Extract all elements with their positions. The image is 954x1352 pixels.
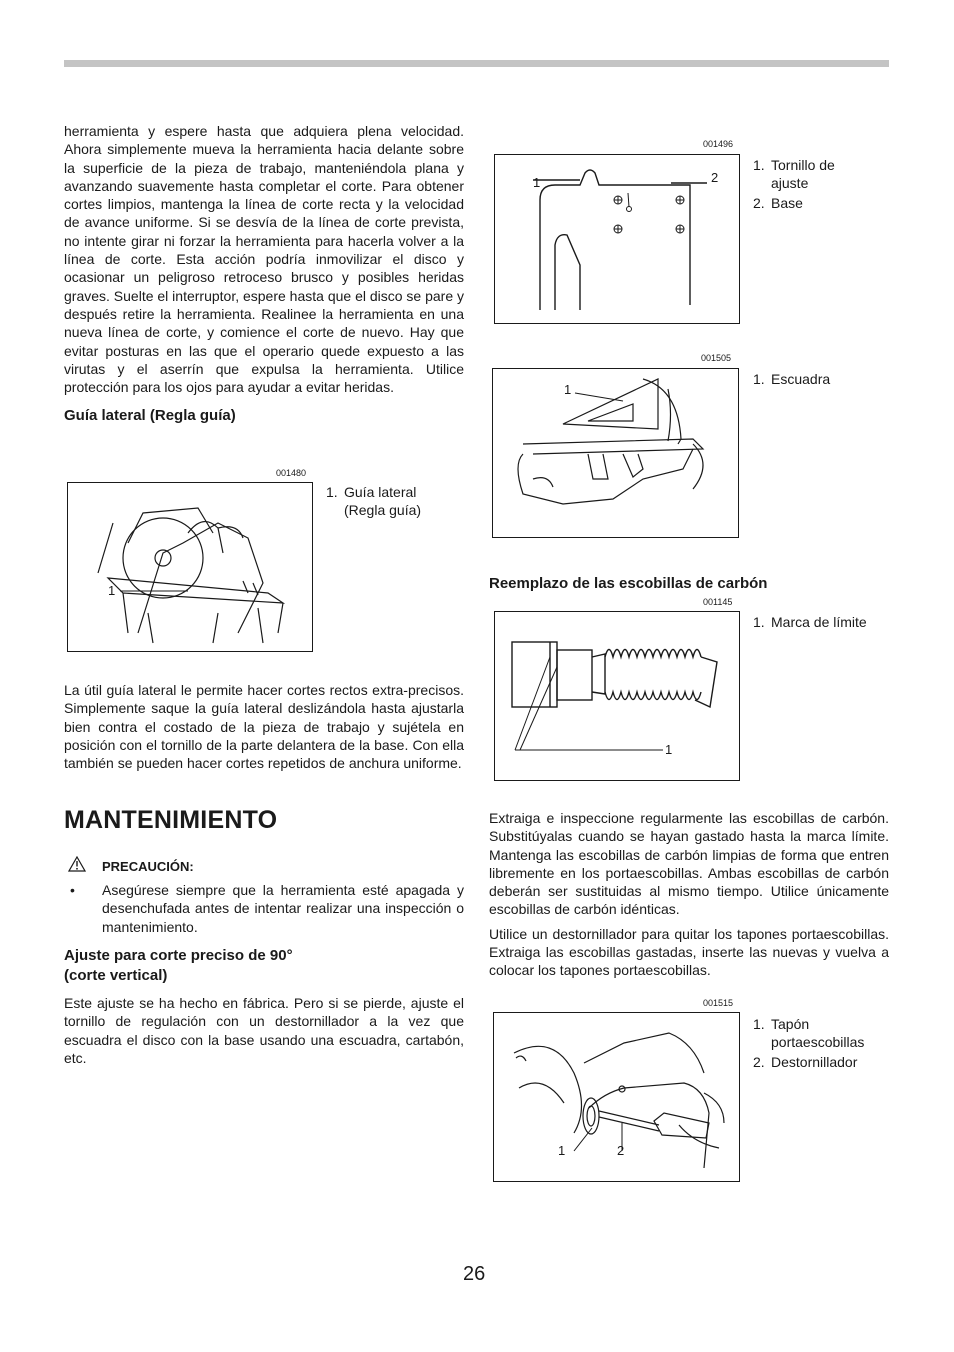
ajuste-paragraph: Este ajuste se ha hecho en fábrica. Pero si se pierde, ajuste el tornillo de regulación con un destornillador a la vez que escuadra el disco con la base usando una escuadra, cartabón, etc. xyxy=(64,995,464,1066)
guia-lateral-paragraph: La útil guía lateral le permite hacer cortes rectos extra-precisos. Simplemente saque la guía lateral deslizándola hasta ajustarla bien contra el costado de la pieza de trabajo y sujétela en posición con el tornillo de la parte delantera de la base. Con ella también se pueden hacer cortes repetidos de anchura uniforme. xyxy=(64,682,464,772)
caption-text: Base xyxy=(771,195,803,211)
caption-number: 1. xyxy=(753,157,765,173)
caption-text: Escuadra xyxy=(771,371,831,387)
escobillas-paragraph-2: Utilice un destornillador para quitar los tapones portaescobillas. Extraiga las escobillas gastadas, inserte las nuevas y vuelva a colocar los tapones portaescobillas. xyxy=(489,925,889,979)
warning-triangle-icon xyxy=(68,856,86,872)
figure-label-1: 1 xyxy=(533,175,541,190)
caption-tapon xyxy=(753,1015,893,1071)
figure-code: 001496 xyxy=(703,139,734,149)
mantenimiento-heading: MANTENIMIENTO xyxy=(64,806,278,834)
carbon-brush-illustration xyxy=(495,612,741,782)
left-column xyxy=(64,122,464,426)
figure-code: 001515 xyxy=(703,998,734,1008)
ajuste-section xyxy=(64,946,464,1067)
caption-text: Destornillador xyxy=(771,1054,858,1070)
figure-label-1: 1 xyxy=(665,742,673,757)
caption-tornillo xyxy=(753,156,873,212)
header-rule xyxy=(64,60,889,67)
page-number: 26 xyxy=(463,1263,486,1285)
caption-number: 1. xyxy=(753,1016,765,1032)
caption-text: Tapón portaescobillas xyxy=(771,1016,865,1050)
ajuste-heading-line1: Ajuste para corte preciso de 90° xyxy=(64,947,293,964)
figure-label-1: 1 xyxy=(564,382,572,397)
caption-number: 1. xyxy=(326,484,338,500)
figure-label-2: 2 xyxy=(617,1143,625,1158)
guia-lateral-heading: Guía lateral (Regla guía) xyxy=(64,407,236,425)
intro-paragraph: herramienta y espere hasta que adquiera plena velocidad. Ahora simplemente mueva la herramienta hacia delante sobre la superficie de la pieza de trabajo, manteniéndola plana y avanzando suavemente hasta completar el corte. Para obtener cortes limpios, mantenga la línea de corte recta y la velocidad de avance uniforme. Si se desvía de la línea de corte prevista, no intente girar ni forzar la herramienta para hacerla volver a la línea de corte. Esta acción podría inmovilizar el disco y ocasionar un peligroso retroceso brusco y posibles heridas graves. Suelte el interruptor, espere hasta que el disco se pare y después retire la herramienta. Realinee la herramienta en una nueva línea de corte, y comience el corte de nuevo. Hay que evitar posturas en las que el operario quede expuesto a las virutas y el aserrín que expulsa la herramienta. Utilice protección para los ojos para ayudar a evitar heridas. xyxy=(64,123,465,396)
caution-label: PRECAUCIÓN: xyxy=(102,859,194,874)
escobillas-text xyxy=(489,809,889,980)
saw-guide-illustration xyxy=(68,483,314,653)
escobillas-heading: Reemplazo de las escobillas de carbón xyxy=(489,575,768,592)
caption-escobilla xyxy=(753,613,893,631)
caption-text: Tornillo de ajuste xyxy=(771,157,835,191)
figure-escobilla xyxy=(494,611,740,781)
figure-guia-lateral xyxy=(67,482,313,652)
caption-number: 2. xyxy=(753,1054,765,1070)
caption-guia-lateral xyxy=(326,483,466,519)
figure-tornillo-ajuste xyxy=(494,154,740,324)
caption-number: 1. xyxy=(753,371,765,387)
caption-number: 1. xyxy=(753,614,765,630)
figure-code: 001505 xyxy=(701,353,732,363)
caption-number: 2. xyxy=(753,195,765,211)
ajuste-heading-line2: (corte vertical) xyxy=(64,967,168,984)
figure-code: 001145 xyxy=(703,597,733,607)
figure-code: 001480 xyxy=(276,468,307,478)
figure-label-1: 1 xyxy=(108,583,116,598)
caution-text: Asegúrese siempre que la herramienta esté apagada y desenchufada antes de intentar realizar una inspección o mantenimiento. xyxy=(102,882,464,935)
square-illustration xyxy=(493,369,740,539)
caption-text: Marca de límite xyxy=(771,614,867,630)
figure-label-1: 1 xyxy=(558,1143,566,1158)
caution-bullet-item xyxy=(64,881,464,936)
adjusting-screw-illustration xyxy=(495,155,741,325)
caption-text: Guía lateral (Regla guía) xyxy=(344,484,422,518)
caption-escuadra xyxy=(753,370,873,388)
figure-label-2: 2 xyxy=(711,170,719,185)
figure-tapon xyxy=(493,1012,740,1182)
bullet-marker: • xyxy=(70,882,75,898)
escobillas-paragraph-1: Extraiga e inspeccione regularmente las escobillas de carbón. Substitúyalas cuando se hayan gastado hasta la marca límite. Mantenga las escobillas de carbón limpias de forma que entren libremente en los portaescobillas. Ambas escobillas de carbón deberán ser sustituidas al mismo tiempo. Utilice únicamente escobillas de carbón idénticas. xyxy=(489,810,889,918)
figure-escuadra xyxy=(492,368,739,538)
